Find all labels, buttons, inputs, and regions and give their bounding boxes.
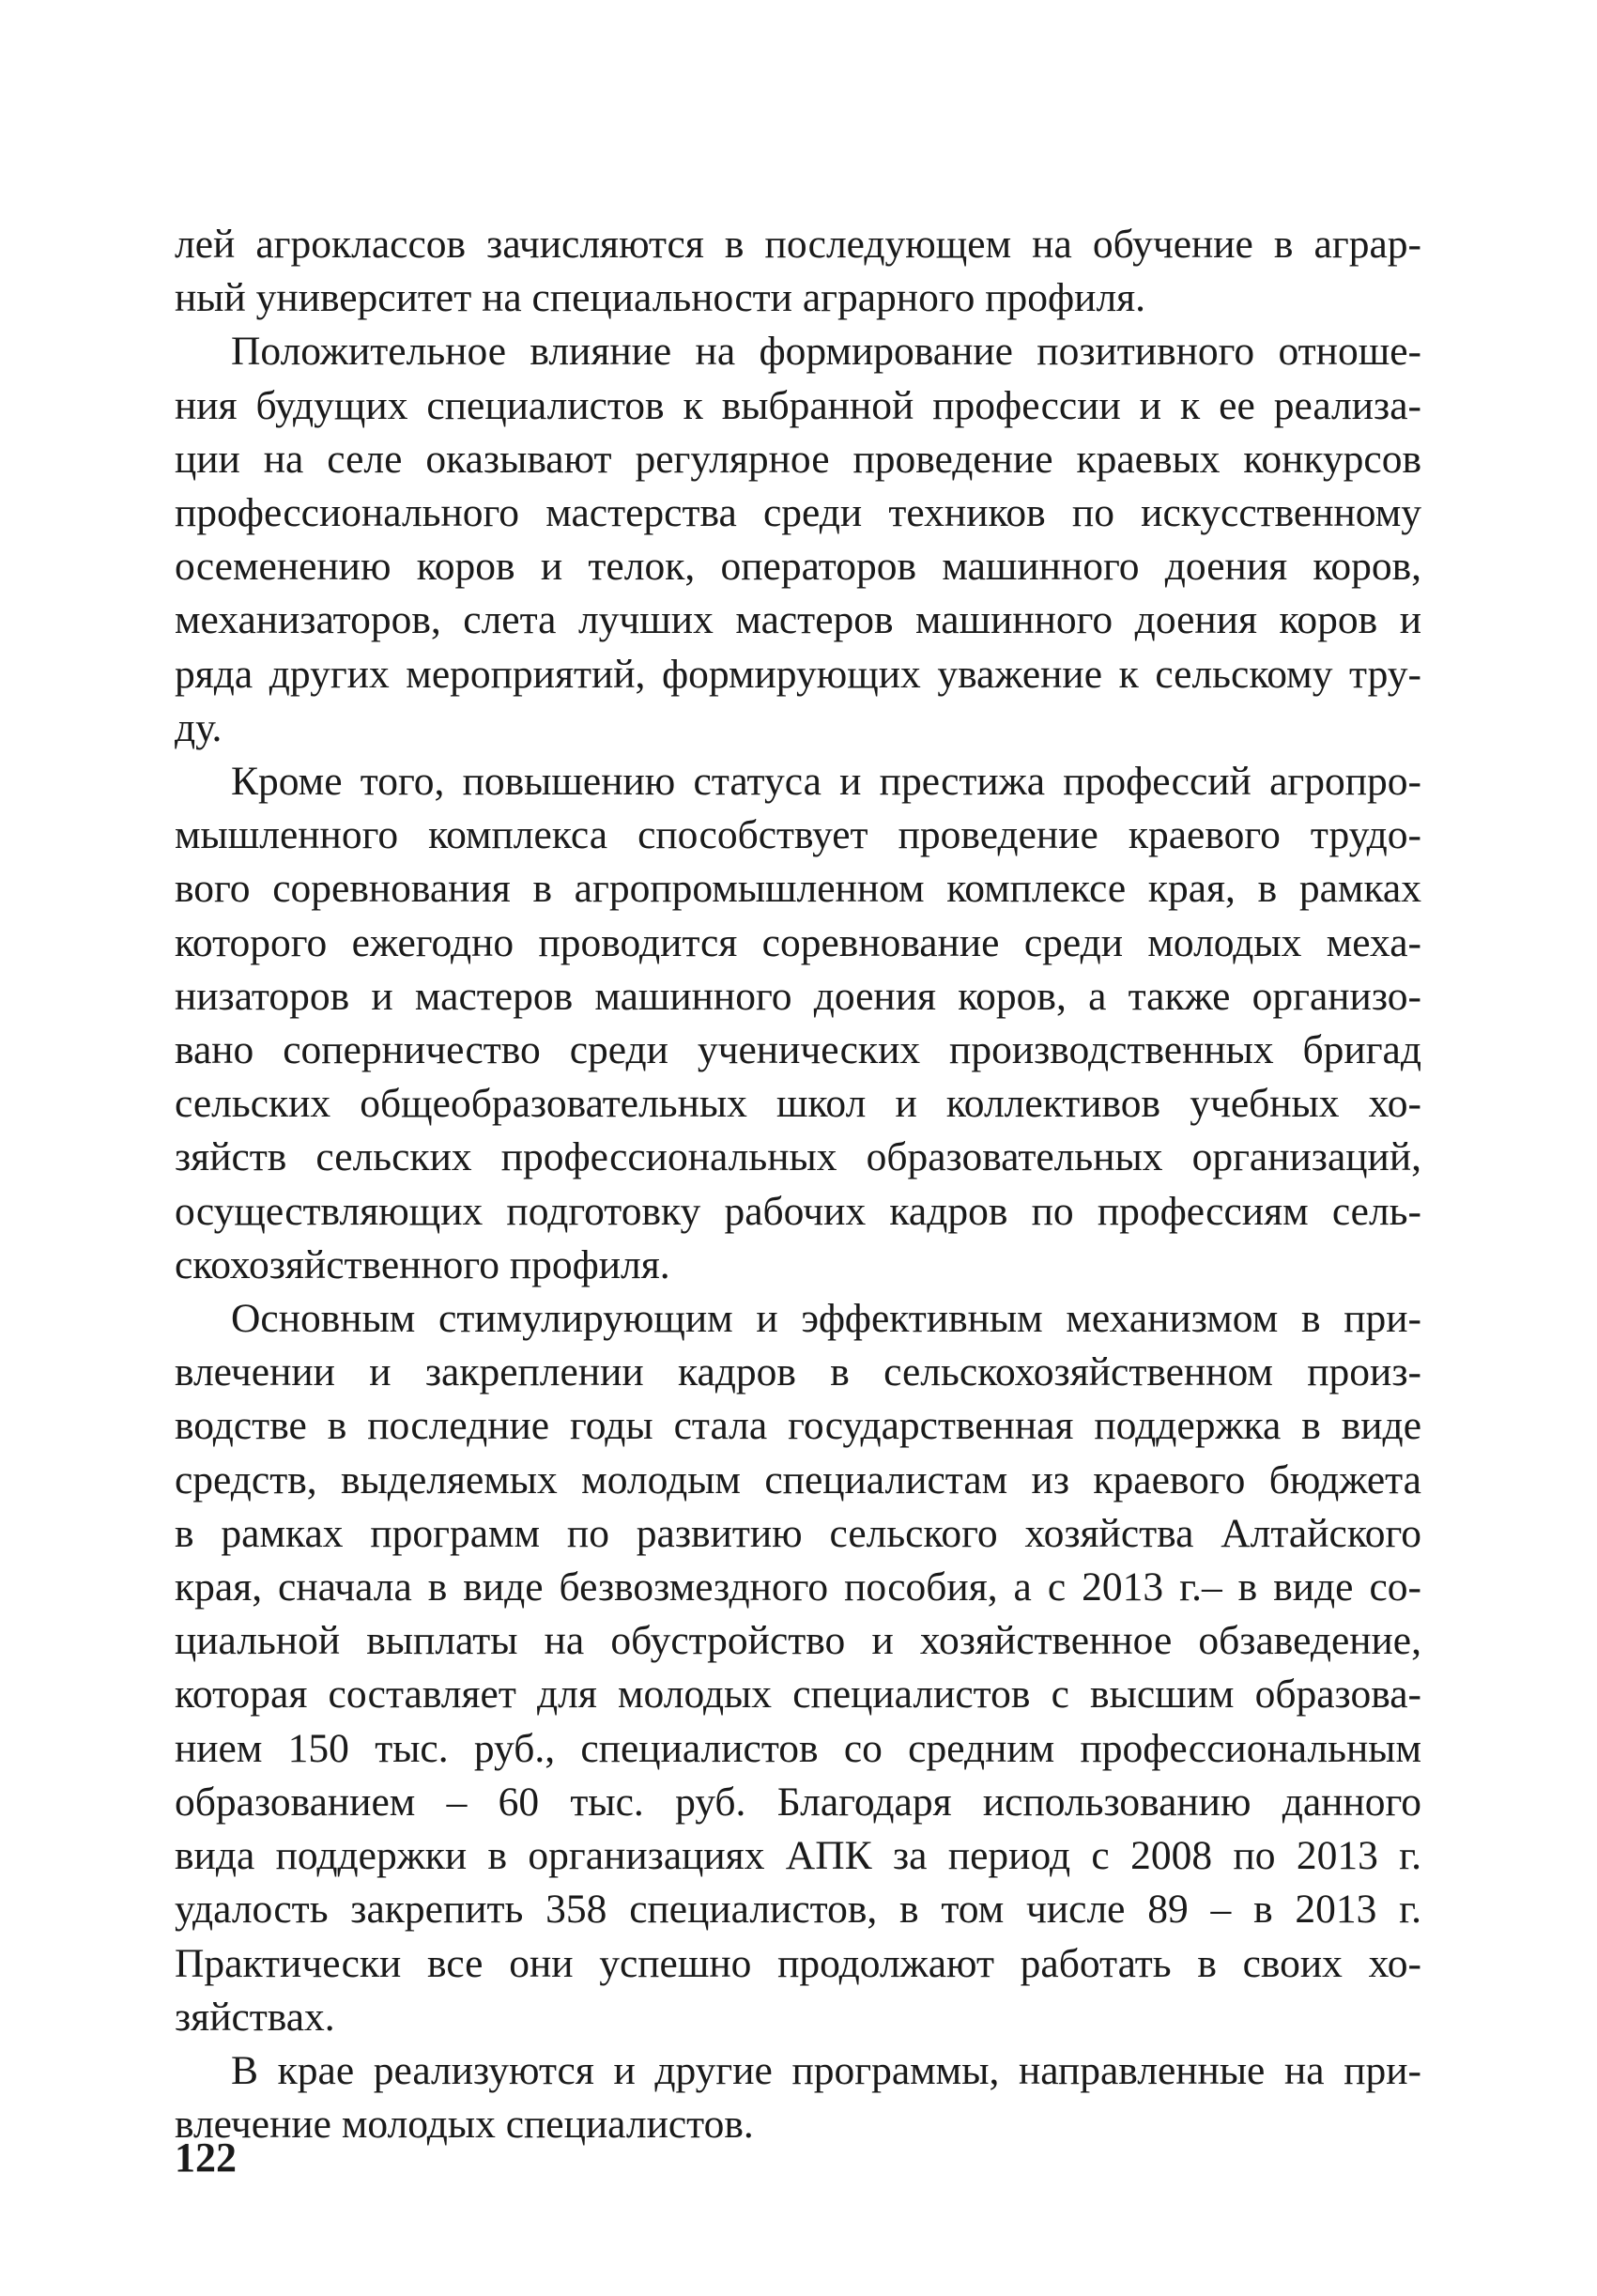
text-line: зяйствах.	[175, 1994, 335, 2040]
text-line: зяйств сельских профессиональных образовательных организаций,	[175, 1134, 1421, 1180]
text-line: В крае реализуются и другие программы, направленные на при-	[231, 2047, 1421, 2093]
text-line: Практически все они успешно продолжают работать в своих хо-	[175, 1940, 1421, 1986]
text-line: циальной выплаты на обустройство и хозяйственное обзаведение,	[175, 1618, 1421, 1664]
paragraph	[175, 325, 1421, 755]
text-line: скохозяйственного профиля.	[175, 1241, 670, 1287]
text-line: образованием – 60 тыс. руб. Благодаря использованию данного	[175, 1779, 1421, 1825]
text-line: ный университет на специальности аграрного профиля.	[175, 275, 1146, 321]
text-line: вого соревнования в агропромышленном комплексе края, в рамках	[175, 866, 1421, 912]
text-line: водстве в последние годы стала государственная поддержка в виде	[175, 1403, 1421, 1449]
text-line: осуществляющих подготовку рабочих кадров по профессиям сель-	[175, 1188, 1421, 1234]
text-line: Положительное влияние на формирование позитивного отноше-	[231, 329, 1421, 375]
paragraph	[175, 218, 1421, 325]
text-line: сельских общеобразовательных школ и коллективов учебных хо-	[175, 1081, 1421, 1127]
page-number: 122	[175, 2134, 237, 2180]
text-line: которого ежегодно проводится соревнование среди молодых меха-	[175, 919, 1421, 965]
paragraph	[175, 755, 1421, 1292]
text-line: края, сначала в виде безвозмездного пособия, а с 2013 г.– в виде со-	[175, 1564, 1421, 1610]
text-line: профессионального мастерства среди техников по искусственному	[175, 490, 1421, 536]
paragraph	[175, 1292, 1421, 2044]
paragraph	[175, 2044, 1421, 2151]
text-line: ду.	[175, 704, 223, 750]
text-line: механизаторов, слета лучших мастеров машинного доения коров и	[175, 597, 1421, 643]
text-line: ния будущих специалистов к выбранной профессии и к ее реализа-	[175, 382, 1421, 428]
text-line: Основным стимулирующим и эффективным механизмом в при-	[231, 1296, 1421, 1342]
text-line: в рамках программ по развитию сельского хозяйства Алтайского	[175, 1510, 1421, 1556]
text-line: влечении и закреплении кадров в сельскохозяйственном произ-	[175, 1349, 1421, 1395]
page-body	[175, 218, 1421, 2151]
text-line: которая составляет для молодых специалистов с высшим образова-	[175, 1672, 1421, 1718]
text-line: вида поддержки в организациях АПК за период с 2008 по 2013 г.	[175, 1833, 1421, 1879]
text-line: ции на селе оказывают регулярное проведение краевых конкурсов	[175, 436, 1421, 482]
text-line: средств, выделяемых молодым специалистам из краевого бюджета	[175, 1456, 1421, 1502]
text-line: ряда других мероприятий, формирующих уважение к сельскому тру-	[175, 651, 1421, 697]
text-line: осеменению коров и телок, операторов машинного доения коров,	[175, 544, 1421, 590]
text-line: нием 150 тыс. руб., специалистов со средним профессиональным	[175, 1725, 1421, 1771]
text-line: влечение молодых специалистов.	[175, 2102, 754, 2148]
text-line: вано соперничество среди ученических производственных бригад	[175, 1027, 1421, 1073]
text-line: мышленного комплекса способствует проведение краевого трудо-	[175, 812, 1421, 858]
text-line: лей агроклассов зачисляются в последующем на обучение в аграр-	[175, 222, 1421, 267]
text-line: низаторов и мастеров машинного доения коров, а также организо-	[175, 973, 1421, 1019]
text-line: Кроме того, повышению статуса и престижа профессий агропро-	[231, 759, 1421, 805]
text-line: удалость закрепить 358 специалистов, в том числе 89 – в 2013 г.	[175, 1887, 1421, 1933]
